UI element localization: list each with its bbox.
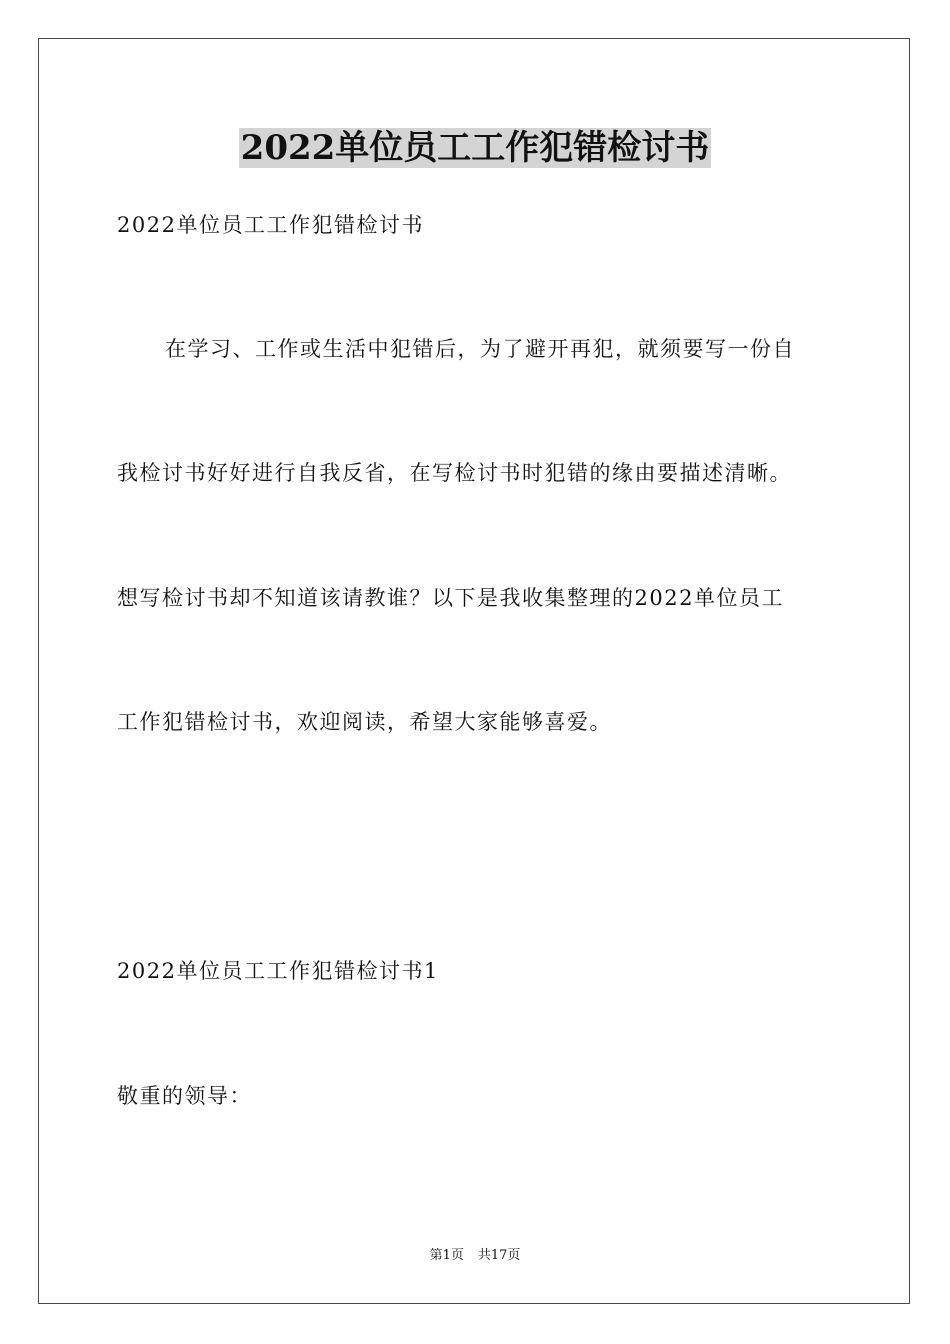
intro-line-4: 工作犯错检讨书，欢迎阅读，希望大家能够喜爱。 [117, 710, 612, 734]
intro-line-2: 我检讨书好好进行自我反省，在写检讨书时犯错的缘由要描述清晰。 [117, 461, 792, 485]
intro-line-3: 想写检讨书却不知道该请教谁？以下是我收集整理的2022单位员工 [117, 586, 784, 610]
salutation: 敬重的领导： [117, 1084, 252, 1108]
page-footer [0, 1247, 950, 1265]
section-heading: 2022单位员工工作犯错检讨书1 [117, 959, 439, 983]
page-total: 共17页 [477, 1248, 521, 1263]
title-text: 2022单位员工工作犯错检讨书 [240, 128, 710, 168]
page-number: 第1页 [429, 1248, 464, 1263]
intro-line-1: 在学习、工作或生活中犯错后，为了避开再犯，就须要写一份自 [165, 337, 795, 361]
document-title [0, 126, 950, 170]
document-subtitle: 2022单位员工工作犯错检讨书 [117, 213, 424, 237]
